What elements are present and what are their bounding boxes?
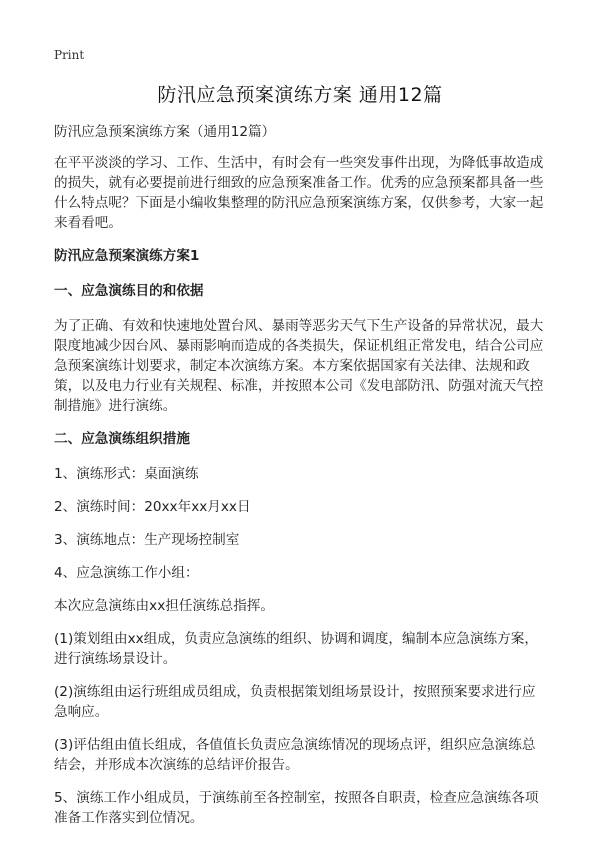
heading-organization: 二、应急演练组织措施 xyxy=(54,431,190,447)
list-item-form: 1、演练形式：桌面演练 xyxy=(54,466,199,482)
list-item-team: 4、应急演练工作小组： xyxy=(54,565,199,581)
intro-paragraph: 在平平淡淡的学习、工作、生活中，有时会有一些突发事件出现，为降低事故造成的损失，就有必要提前进行细致的应急预案准备工作。优秀的应急预案都具备一些什么特点呢？下面是小编收集整理的防汛应急预案演练方案，仅供参考，大家一起来看看吧。 xyxy=(54,155,544,231)
group-planning: (1)策划组由xx组成，负责应急演练的组织、协调和调度，编制本应急演练方案，进行演练场景设计。 xyxy=(54,631,538,667)
group-evaluation: (3)评估组由值长组成，各值值长负责应急演练情况的现场点评，组织应急演练总结会，并形成本次演练的总结评价报告。 xyxy=(54,737,536,773)
list-item-members: 5、演练工作小组成员，于演练前至各控制室，按照各自职责，检查应急演练各项准备工作落实到位情况。 xyxy=(54,790,539,826)
list-item-location: 3、演练地点：生产现场控制室 xyxy=(54,532,240,548)
list-item-time: 2、演练时间：20xx年xx月xx日 xyxy=(54,499,251,515)
purpose-paragraph: 为了正确、有效和快速地处置台风、暴雨等恶劣天气下生产设备的异常状况，最大限度地减少因台风、暴雨影响而造成的各类损失，保证机组正常发电，结合公司应急预案演练计划要求，制定本次演练方案。本方案依据国家有关法律、法规和政策，以及电力行业有关规程、标准，并按照本公司《发电部防汛、防强对流天气控制措施》进行演练。 xyxy=(54,318,544,414)
print-label: Print xyxy=(54,48,85,62)
group-drill: (2)演练组由运行班组成员组成，负责根据策划组场景设计，按照预案要求进行应急响应。 xyxy=(54,684,536,720)
document-subtitle: 防汛应急预案演练方案（通用12篇） xyxy=(54,124,276,140)
heading-purpose: 一、应急演练目的和依据 xyxy=(54,283,204,299)
document-title: 防汛应急预案演练方案 通用12篇 xyxy=(157,84,443,106)
commander-paragraph: 本次应急演练由xx担任演练总指挥。 xyxy=(54,598,274,614)
document-body xyxy=(54,122,546,841)
section-title: 防汛应急预案演练方案1 xyxy=(54,248,200,264)
